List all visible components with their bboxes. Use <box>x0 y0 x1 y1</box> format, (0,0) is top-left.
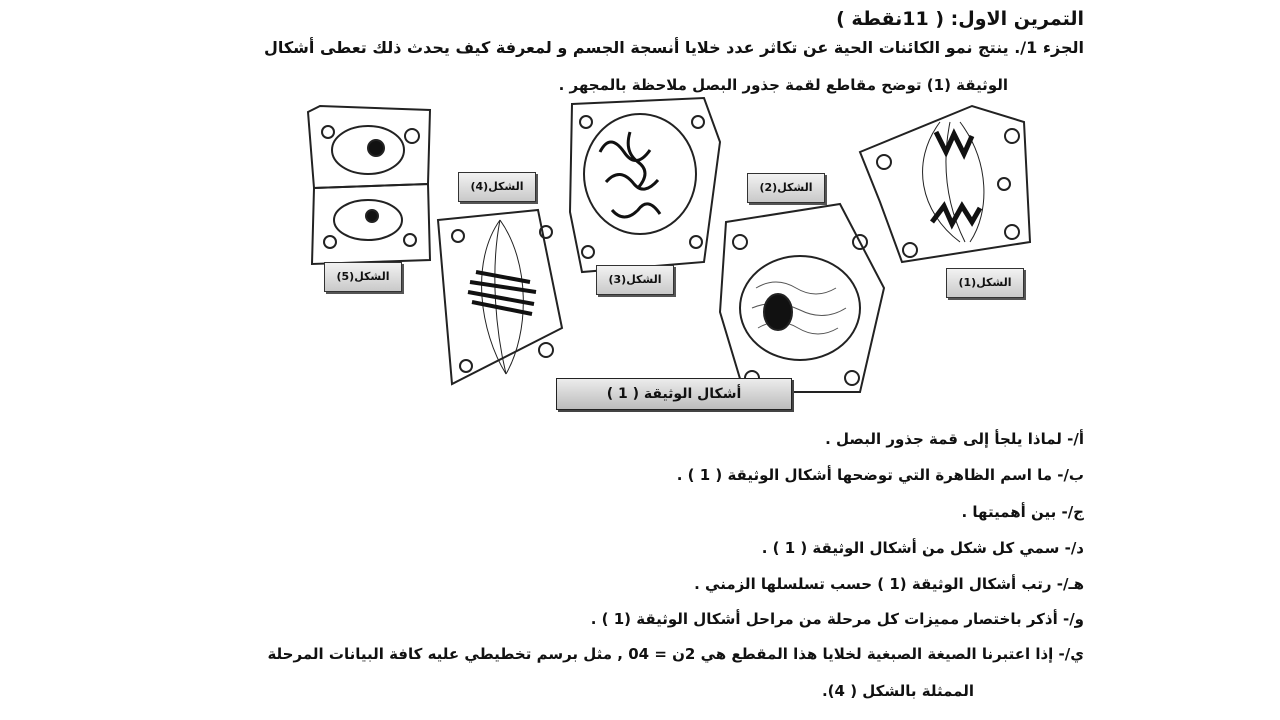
cell-drawing-4 <box>438 210 562 384</box>
figure-label-1: الشكل(1) <box>946 268 1024 298</box>
cell-drawing-3 <box>570 98 720 272</box>
question-g: ي/- إذا اعتبرنا الصيغة الصبغية لخلايا هذا المقطع هي 2ن = 04 , مثل برسم تخطيطي عليه كافة البيانات المرحلة <box>267 645 1084 663</box>
cell-drawing-1 <box>860 106 1030 262</box>
exercise-title: التمرين الاول: ( 11نقطة ) <box>836 8 1084 30</box>
cell-drawing-5 <box>308 106 430 264</box>
cell-drawings <box>300 92 1040 412</box>
figure-caption: أشكال الوثيقة ( 1 ) <box>556 378 792 410</box>
question-e: هـ/- رتب أشكال الوثيقة (1 ) حسب تسلسلها الزمني . <box>694 575 1084 593</box>
figure-label-4: الشكل(4) <box>458 172 536 202</box>
question-a: أ/- لماذا يلجأ إلى قمة جذور البصل . <box>825 430 1084 448</box>
figure-label-5: الشكل(5) <box>324 262 402 292</box>
question-b: ب/- ما اسم الظاهرة التي توضحها أشكال الوثيقة ( 1 ) . <box>676 466 1084 484</box>
question-f: و/- أذكر باختصار مميزات كل مرحلة من مراحل أشكال الوثيقة (1 ) . <box>590 610 1084 628</box>
question-c: ج/- بين أهميتها . <box>961 503 1084 521</box>
question-d: د/- سمي كل شكل من أشكال الوثيقة ( 1 ) . <box>761 539 1084 557</box>
intro-text-line2: الوثيقة (1) توضح مقاطع لقمة جذور البصل ملاحظة بالمجهر . <box>558 76 1008 94</box>
intro-text-line1: الجزء 1/. ينتج نمو الكائنات الحية عن تكاثر عدد خلايا أنسجة الجسم و لمعرفة كيف يحدث ذلك تعطى أشكال <box>263 38 1084 57</box>
figure-label-3: الشكل(3) <box>596 265 674 295</box>
question-g-continued: الممثلة بالشكل ( 4). <box>821 682 974 700</box>
figure-label-2: الشكل(2) <box>747 173 825 203</box>
cell-division-figure <box>300 92 1040 412</box>
cell-drawing-2 <box>720 204 884 392</box>
